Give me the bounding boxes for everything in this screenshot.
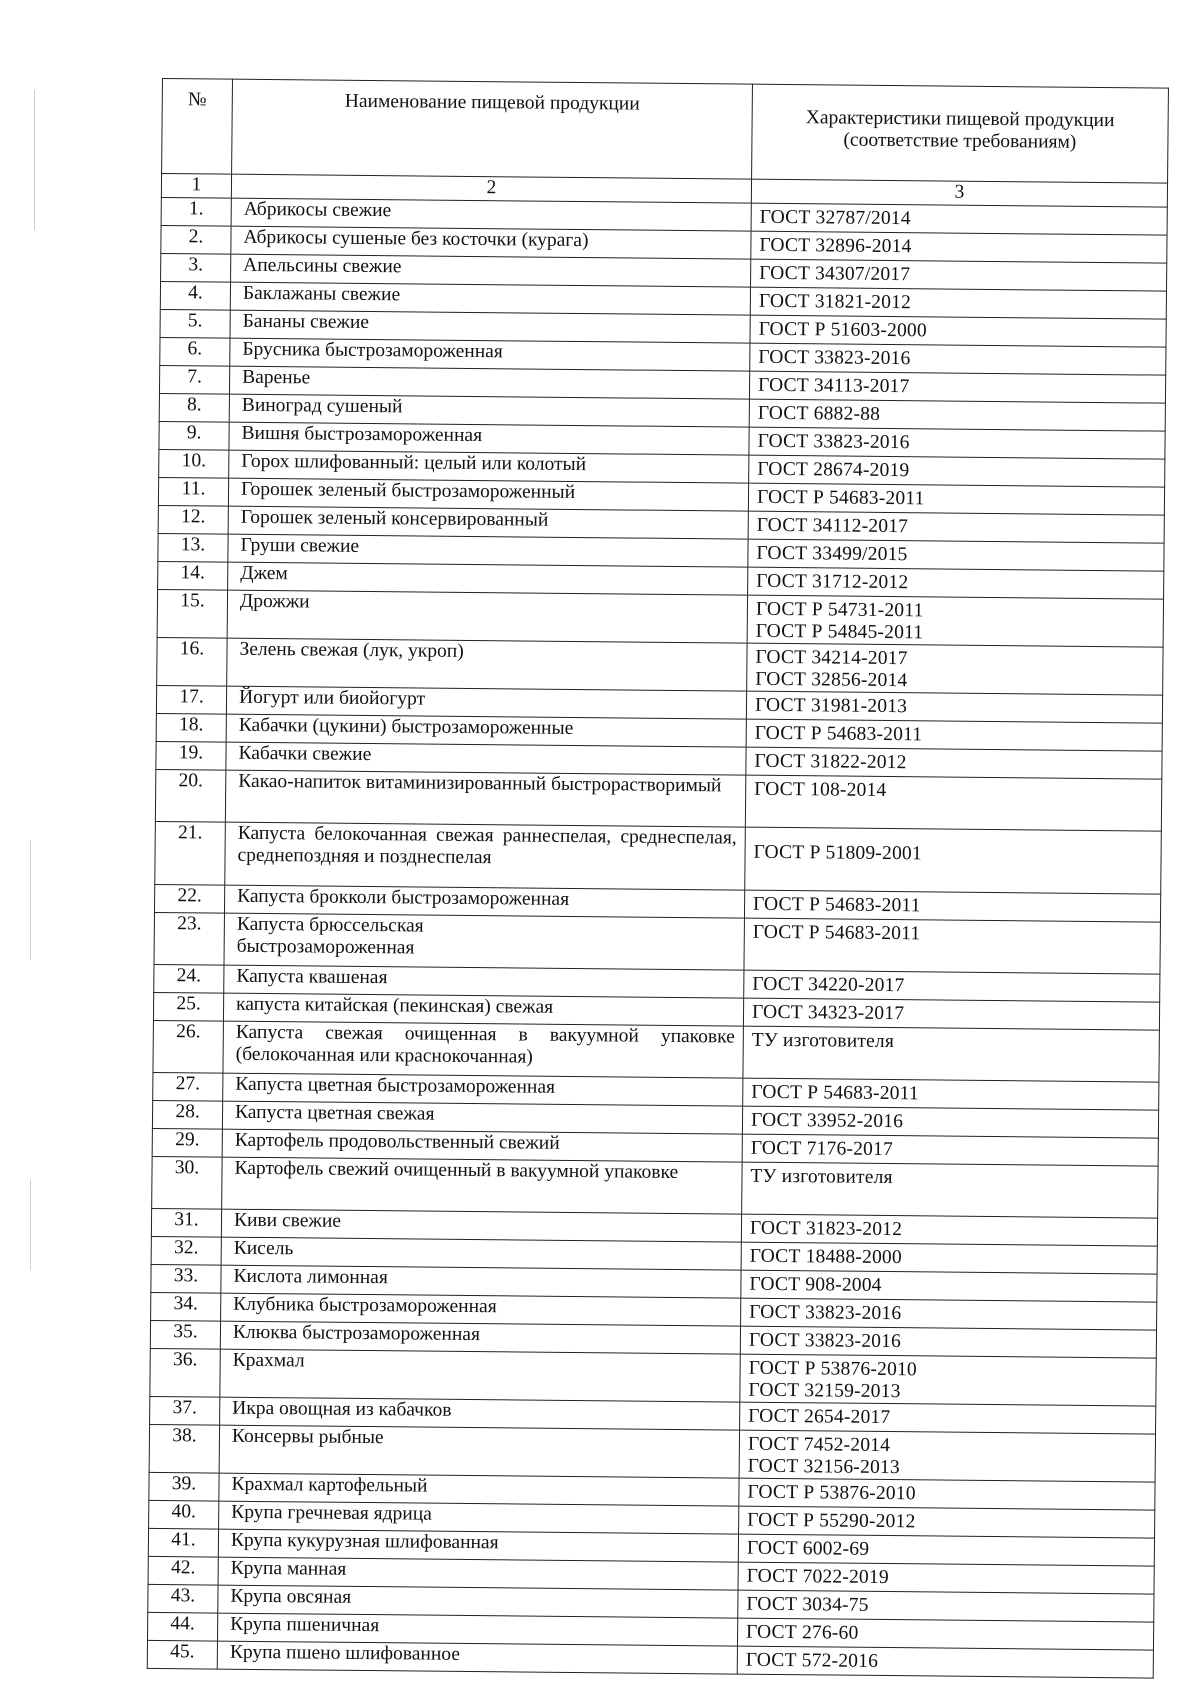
product-standard	[749, 371, 1165, 403]
row-number: 16.	[157, 637, 227, 686]
product-standard	[747, 595, 1163, 647]
product-name: Виноград сушеный	[229, 394, 749, 427]
product-standard	[750, 315, 1166, 347]
row-number: 24.	[154, 964, 224, 993]
product-name: Капуста квашеная	[224, 965, 744, 998]
standard-code: ГОСТ 34112-2017	[756, 514, 909, 538]
product-standard	[738, 1590, 1154, 1622]
row-number: 34.	[151, 1292, 221, 1321]
product-name: Кисель	[221, 1237, 741, 1270]
row-number: 26.	[153, 1020, 223, 1073]
product-standard	[750, 287, 1166, 319]
row-number: 40.	[149, 1500, 219, 1529]
product-name: Крупа пшено шлифованное	[217, 1641, 737, 1674]
row-number: 8.	[159, 393, 229, 422]
standard-code: ГОСТ 28674-2019	[757, 458, 910, 482]
product-name: Клюква быстрозамороженная	[220, 1321, 740, 1354]
standard-code: ГОСТ 32159-2013	[748, 1379, 901, 1403]
table-row	[154, 912, 1160, 974]
standard-code: ГОСТ Р 53876-2010	[748, 1357, 918, 1381]
standard-code: ГОСТ 2654-2017	[748, 1405, 891, 1429]
standard-code: ГОСТ 34113-2017	[757, 374, 910, 398]
row-number: 17.	[156, 685, 226, 714]
product-standard	[749, 427, 1165, 459]
product-name: Крупа гречневая ядрица	[219, 1501, 739, 1534]
standard-code: ГОСТ 908-2004	[749, 1273, 882, 1296]
standard-code: ГОСТ Р 54731-2011	[755, 598, 924, 622]
standard-code: ГОСТ Р 51809-2001	[753, 841, 922, 865]
product-name: Консервы рыбные	[219, 1425, 739, 1478]
product-standard	[748, 539, 1164, 571]
product-name: Капуста цветная свежая	[222, 1101, 742, 1134]
standard-code: ГОСТ 33952-2016	[750, 1109, 904, 1133]
product-standard	[739, 1478, 1155, 1510]
column-index-3: 3	[751, 179, 1167, 207]
product-name: Капуста цветная быстрозамороженная	[223, 1073, 743, 1106]
row-number: 33.	[151, 1264, 221, 1293]
standard-code: ГОСТ 34220-2017	[752, 973, 905, 997]
row-number: 1.	[161, 197, 231, 226]
row-number: 12.	[158, 505, 228, 534]
product-name: Зелень свежая (лук, укроп)	[227, 638, 747, 691]
row-number: 11.	[158, 477, 228, 506]
row-number: 13.	[158, 533, 228, 562]
scan-edge-mark	[30, 1180, 31, 1270]
product-name: Икра овощная из кабачков	[220, 1397, 740, 1430]
product-standard	[739, 1506, 1155, 1538]
standard-code: ГОСТ 32896-2014	[759, 234, 912, 258]
row-number: 3.	[161, 253, 231, 282]
standard-code: ГОСТ Р 54683-2011	[752, 921, 921, 945]
standard-code: ГОСТ Р 55290-2012	[747, 1509, 916, 1533]
standard-code: ГОСТ 6882-88	[757, 402, 881, 425]
row-number: 22.	[154, 884, 224, 913]
product-name: капуста китайская (пекинская) свежая	[223, 993, 743, 1026]
standard-code: ГОСТ 33499/2015	[756, 542, 908, 566]
row-number: 28.	[152, 1100, 222, 1129]
table-row	[153, 1020, 1159, 1082]
column-index-2: 2	[231, 174, 751, 203]
product-name: Крупа кукурузная шлифованная	[218, 1529, 738, 1562]
product-standard	[751, 259, 1167, 291]
standard-code: ГОСТ 108-2014	[754, 778, 887, 801]
product-standard	[737, 1646, 1153, 1678]
header-product-name: Наименование пищевой продукции	[232, 79, 753, 179]
product-name: Абрикосы сушеные без косточки (курага)	[231, 226, 751, 259]
product-standard	[741, 1270, 1157, 1302]
table-row	[152, 1156, 1158, 1218]
product-standard	[738, 1534, 1154, 1566]
row-number: 23.	[154, 912, 224, 965]
product-name: Картофель свежий очищенный в вакуумной упаковке	[222, 1157, 742, 1214]
product-name: Апельсины свежие	[231, 254, 751, 287]
standard-code: ГОСТ 7176-2017	[750, 1137, 894, 1161]
product-standard	[740, 1326, 1156, 1358]
standard-code: ГОСТ Р 53876-2010	[747, 1481, 916, 1505]
standard-code: ГОСТ 31981-2013	[754, 694, 908, 718]
product-name: Клубника быстрозамороженная	[221, 1293, 741, 1326]
row-number: 43.	[148, 1584, 218, 1613]
product-standard	[740, 1402, 1156, 1434]
row-number: 37.	[150, 1396, 220, 1425]
product-name: Абрикосы свежие	[231, 198, 751, 231]
row-number: 2.	[161, 225, 231, 254]
row-number: 18.	[156, 713, 226, 742]
product-standard	[746, 747, 1162, 779]
document-sheet	[147, 78, 1168, 1679]
standard-code: ГОСТ 31822-2012	[754, 750, 907, 774]
product-name: Крупа манная	[218, 1557, 738, 1590]
product-name: Йогурт или биойогурт	[226, 686, 746, 719]
standard-code: ГОСТ 34323-2017	[751, 1001, 905, 1025]
scan-edge-mark	[30, 840, 31, 960]
header-characteristics-line-2: (соответствие требованиям)	[843, 129, 1077, 153]
row-number: 39.	[149, 1472, 219, 1501]
product-name: Дрожжи	[227, 590, 747, 643]
product-standard	[750, 343, 1166, 375]
row-number: 7.	[159, 365, 229, 394]
standard-code: ГОСТ 33823-2016	[757, 430, 910, 454]
standard-code: ГОСТ 32856-2014	[755, 668, 908, 692]
product-name: Крахмал картофельный	[219, 1473, 739, 1506]
standard-code: ГОСТ 7452-2014	[747, 1433, 891, 1457]
product-name: Кислота лимонная	[221, 1265, 741, 1298]
row-number: 14.	[158, 561, 228, 590]
header-number: №	[162, 79, 233, 175]
row-number: 9.	[159, 421, 229, 450]
product-name: Кабачки (цукини) быстрозамороженные	[226, 714, 746, 747]
standard-code: ГОСТ 3034-75	[746, 1593, 869, 1616]
product-name: Капуста белокочанная свежая раннеспелая, среднеспелая, среднепоздняя и позднеспелая	[225, 822, 746, 890]
product-standard	[740, 1354, 1156, 1406]
product-standard	[739, 1430, 1155, 1482]
row-number: 6.	[160, 337, 230, 366]
standard-code: ГОСТ 31821-2012	[758, 290, 912, 314]
product-standard	[748, 511, 1164, 543]
row-number: 31.	[151, 1208, 221, 1237]
product-name: Груши свежие	[228, 534, 748, 567]
product-standard	[743, 1026, 1159, 1082]
product-standard	[745, 775, 1161, 831]
product-standard	[746, 691, 1162, 723]
standard-code: ГОСТ 31823-2012	[749, 1217, 903, 1241]
product-name: Вишня быстрозамороженная	[229, 422, 749, 455]
table-row	[155, 769, 1161, 831]
product-standard	[742, 1106, 1158, 1138]
standard-code: ГОСТ 276-60	[746, 1621, 859, 1644]
product-standard	[749, 455, 1165, 487]
scan-edge-mark	[34, 90, 35, 230]
standard-code: ГОСТ 33823-2016	[749, 1301, 902, 1325]
product-name: Картофель продовольственный свежий	[222, 1129, 742, 1162]
product-standard	[737, 1618, 1153, 1650]
standard-code: ГОСТ Р 54845-2011	[755, 620, 924, 644]
product-standard	[741, 1214, 1157, 1246]
standard-code: ГОСТ 34307/2017	[759, 262, 911, 286]
product-name: Капуста брокколи быстрозамороженная	[224, 885, 744, 918]
product-name: Кабачки свежие	[226, 742, 746, 775]
row-number: 15.	[157, 589, 227, 638]
product-name: Капуста свежая очищенная в вакуумной упаковке (белокочанная или краснокочанная)	[223, 1021, 743, 1078]
product-standard	[738, 1562, 1154, 1594]
product-standard	[747, 643, 1163, 695]
row-number: 21.	[155, 821, 226, 885]
product-standard	[744, 918, 1160, 974]
row-number: 29.	[152, 1128, 222, 1157]
row-number: 25.	[153, 992, 223, 1021]
row-number: 30.	[152, 1156, 222, 1209]
standard-code: ТУ изготовителя	[750, 1165, 893, 1189]
product-name: Крупа пшеничная	[217, 1613, 737, 1646]
column-index-1: 1	[161, 174, 231, 199]
standard-code: ГОСТ Р 51603-2000	[758, 318, 927, 342]
table-row	[155, 821, 1162, 894]
product-name: Баклажаны свежие	[230, 282, 750, 315]
standard-code: ТУ изготовителя	[751, 1029, 895, 1053]
product-standard	[751, 231, 1167, 263]
product-standards-table	[147, 78, 1169, 1679]
row-number: 42.	[148, 1556, 218, 1585]
standard-code: ГОСТ Р 54683-2011	[752, 893, 921, 917]
standard-code: ГОСТ 18488-2000	[749, 1245, 902, 1269]
standard-code: ГОСТ 6002-69	[746, 1537, 870, 1560]
standard-code: ГОСТ 33823-2016	[748, 1329, 902, 1353]
product-name: Варенье	[229, 366, 749, 399]
product-standard	[749, 399, 1165, 431]
standard-code: ГОСТ Р 54683-2011	[756, 486, 925, 510]
header-row	[162, 79, 1169, 184]
product-standard	[742, 1134, 1158, 1166]
product-standard	[741, 1298, 1157, 1330]
product-standard	[746, 719, 1162, 751]
product-name: Брусника быстрозамороженная	[230, 338, 750, 371]
standard-code: ГОСТ 31712-2012	[756, 570, 909, 594]
row-number: 41.	[148, 1528, 218, 1557]
standard-code: ГОСТ 34214-2017	[755, 646, 908, 670]
row-number: 27.	[153, 1072, 223, 1101]
product-standard	[748, 567, 1164, 599]
product-name: Какао-напиток витаминизированный быстрорастворимый	[225, 770, 745, 827]
product-name: Джем	[228, 562, 748, 595]
row-number: 4.	[160, 281, 230, 310]
product-name: Крупа овсяная	[218, 1585, 738, 1618]
standard-code: ГОСТ 32787/2014	[759, 206, 911, 230]
row-number: 44.	[148, 1612, 218, 1641]
product-name: Киви свежие	[221, 1209, 741, 1242]
product-standard	[741, 1242, 1157, 1274]
product-name: Крахмал	[220, 1349, 740, 1402]
row-number: 5.	[160, 309, 230, 338]
product-standard	[743, 998, 1159, 1030]
standard-code: ГОСТ 7022-2019	[746, 1565, 889, 1589]
row-number: 19.	[156, 741, 226, 770]
row-number: 32.	[151, 1236, 221, 1265]
row-number: 45.	[147, 1640, 217, 1669]
product-name: Горошек зеленый быстрозамороженный	[228, 478, 748, 511]
product-standard	[748, 483, 1164, 515]
table-body	[147, 197, 1167, 1678]
product-name: Бананы свежие	[230, 310, 750, 343]
standard-code: ГОСТ Р 54683-2011	[751, 1081, 919, 1105]
product-name: Горох шлифованный: целый или колотый	[229, 450, 749, 483]
row-number: 10.	[159, 449, 229, 478]
standard-code: ГОСТ Р 54683-2011	[754, 722, 923, 746]
row-number: 35.	[150, 1320, 220, 1349]
standard-code: ГОСТ 33823-2016	[758, 346, 911, 370]
header-characteristics	[752, 84, 1169, 183]
product-standard	[751, 203, 1167, 235]
product-name: Капуста брюссельская быстрозамороженная	[224, 913, 744, 970]
product-standard	[744, 890, 1160, 922]
standard-code: ГОСТ 572-2016	[745, 1649, 879, 1672]
header-characteristics-line-1: Характеристики пищевой продукции	[805, 107, 1115, 132]
product-standard	[744, 970, 1160, 1002]
row-number: 38.	[149, 1424, 219, 1473]
row-number: 36.	[150, 1348, 220, 1397]
standard-code: ГОСТ 32156-2013	[747, 1455, 900, 1479]
product-standard	[742, 1162, 1158, 1218]
product-standard	[745, 827, 1162, 894]
product-name: Горошек зеленый консервированный	[228, 506, 748, 539]
row-number: 20.	[155, 769, 225, 822]
product-standard	[743, 1078, 1159, 1110]
